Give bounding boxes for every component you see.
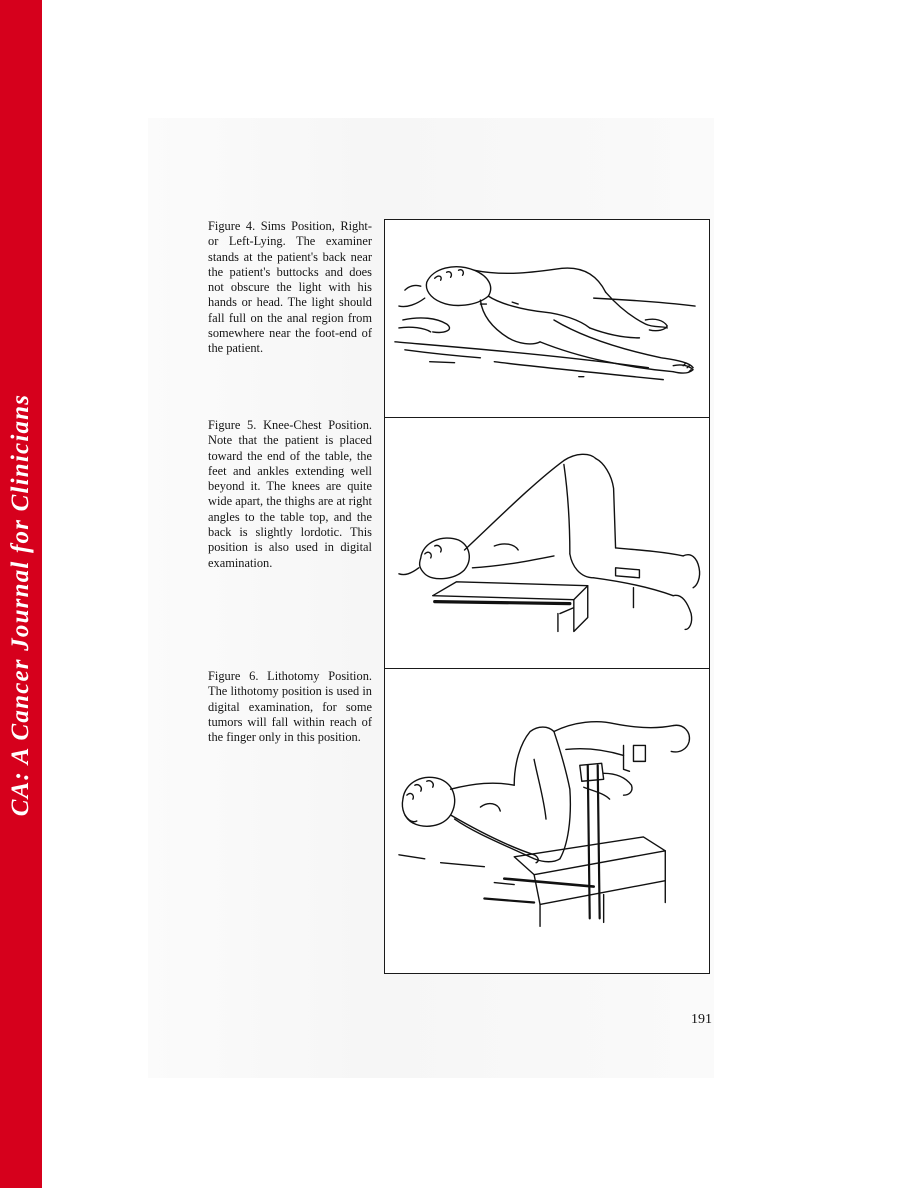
sims-position-illustration bbox=[385, 220, 709, 417]
figure-5-caption: Figure 5. Knee-Chest Position. Note that the patient is placed toward the end of the table, the feet and ankles extending well beyond it. The knees are quite wide apart, the thighs are at right angles to the table top, and the back is slightly lordotic. This position is also used in digital examination. bbox=[208, 418, 372, 570]
journal-spine-bar bbox=[0, 0, 42, 1188]
figure-6-caption: Figure 6. Lithotomy Position. The lithotomy position is used in digital examination, for some tumors will fall within reach of the finger only in this position. bbox=[208, 669, 372, 745]
knee-chest-position-illustration bbox=[385, 418, 709, 668]
journal-spine-title: CA: A Cancer Journal for Clinicians bbox=[7, 393, 34, 817]
figure-4-caption: Figure 4. Sims Position, Right- or Left-Lying. The examiner stands at the patient's back near the patient's buttocks and does not obscure the light with his hands or head. The light should fall full on the anal region from somewhere near the foot-end of the patient. bbox=[208, 219, 372, 356]
lithotomy-position-illustration bbox=[385, 669, 709, 973]
page-number: 191 bbox=[691, 1012, 712, 1027]
figure-frame bbox=[384, 219, 710, 974]
